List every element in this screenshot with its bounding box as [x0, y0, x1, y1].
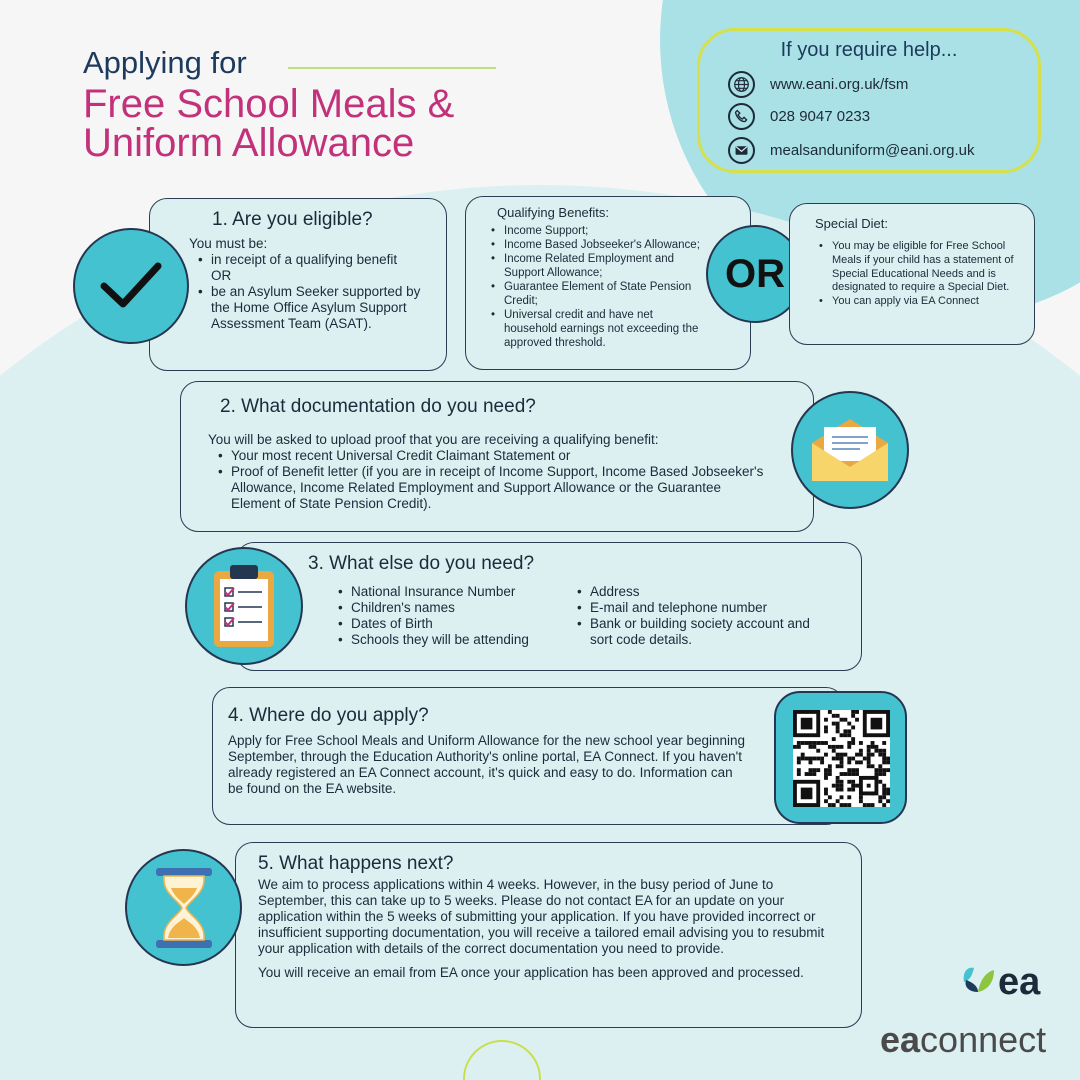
section-apply-card: [212, 687, 844, 825]
qr-code-frame: [774, 691, 907, 824]
title-line-3: Uniform Allowance: [83, 121, 415, 165]
section-apply-heading: 4. Where do you apply?: [228, 705, 429, 726]
phone-icon: [728, 103, 755, 130]
checkmark-icon: [73, 228, 189, 344]
list-item: • Children's names: [336, 600, 566, 616]
section-documentation-heading: 2. What documentation do you need?: [220, 396, 536, 417]
ea-logo-text: ea: [998, 961, 1041, 1003]
requirements-list-right: [575, 584, 815, 648]
qr-code[interactable]: [793, 710, 890, 807]
list-item: • in receipt of a qualifying benefit: [196, 252, 429, 268]
ea-logo: [960, 962, 1040, 1002]
clipboard-icon: [185, 547, 303, 665]
envelope-icon: [728, 137, 755, 164]
section-documentation-card: [180, 381, 814, 532]
or-badge: OR: [706, 225, 804, 323]
next-steps-paragraph-1: We aim to process applications within 4 weeks. However, in the busy period of June to September, this can take up to 5 weeks. Please do not contact EA for an update on your application within the 5 weeks of submitting your application. If you have provided incorrect or insufficient supporting documentation, you will receive a tailored email advising you to resubmit your application with details of the correct documentation you need to provide.: [258, 877, 825, 956]
list-item: • be an Asylum Seeker supported by the Home Office Asylum Support Assessment Team (ASAT).: [196, 284, 429, 332]
help-website-row[interactable]: [728, 71, 908, 98]
special-diet-card: [789, 203, 1035, 345]
list-item: • You may be eligible for Free School Meals if your child has a statement of Special Educational Needs and is designated to require a Special Diet.: [817, 240, 1017, 295]
section-eligibility-heading: [212, 209, 373, 231]
list-item: • E-mail and telephone number: [575, 600, 815, 616]
list-item: • Your most recent Universal Credit Claimant Statement or: [216, 448, 768, 464]
help-email-row[interactable]: [728, 137, 975, 164]
next-steps-paragraph-2: You will receive an email from EA once your application has been approved and processed.: [258, 965, 804, 980]
section-next-steps-card: [235, 842, 862, 1028]
hourglass-icon: [125, 849, 242, 966]
documentation-intro: You will be asked to upload proof that you are receiving a qualifying benefit:: [208, 432, 659, 447]
list-item-or: OR: [211, 268, 232, 283]
list-item: • Dates of Birth: [336, 616, 566, 632]
eaconnect-logo-suffix: connect: [920, 1019, 1047, 1060]
list-item: • Bank or building society account and sort code details.: [575, 616, 815, 648]
list-item: • Schools they will be attending: [336, 632, 566, 648]
eligibility-list: [196, 252, 429, 332]
qualifying-benefits-list: [489, 224, 709, 350]
list-item: • Guarantee Element of State Pension Credit;: [489, 280, 709, 308]
section-apply-body: Apply for Free School Meals and Uniform Allowance for the new school year beginning September, through the Education Authority's online portal, EA Connect. If you haven't already registered an EA Connect account, it's quick and easy to do. Information can be found on the EA website.: [228, 733, 746, 796]
section-number: 1.: [212, 209, 228, 230]
section-eligibility-title: Are you eligible?: [232, 209, 373, 230]
documentation-list: [216, 448, 768, 512]
title-line-1: Applying for: [83, 45, 247, 80]
envelope-letter-icon: [791, 391, 909, 509]
eaconnect-logo: [880, 1020, 1046, 1060]
help-box: [697, 28, 1041, 173]
requirements-list-left: [336, 584, 566, 648]
section-eligibility-card: [149, 198, 447, 371]
special-diet-list: [817, 240, 1017, 309]
special-diet-heading: Special Diet:: [815, 216, 888, 231]
section-next-steps-heading: 5. What happens next?: [258, 853, 454, 874]
page-title: [83, 82, 583, 165]
list-item: • Proof of Benefit letter (if you are in receipt of Income Support, Income Based Jobseeker's Allowance, Income Related Employment and Support Allowance or the Guarantee Element of State Pension Credit).: [216, 464, 768, 512]
title-line-2: Free School Meals &: [83, 82, 455, 126]
eligibility-intro: You must be:: [189, 236, 268, 251]
qualifying-benefits-heading: Qualifying Benefits:: [497, 205, 610, 220]
help-website-link[interactable]: www.eani.org.uk/fsm: [770, 76, 909, 93]
eaconnect-logo-prefix: ea: [880, 1019, 921, 1060]
section-documentation-body: [208, 432, 768, 512]
help-phone-number[interactable]: 028 9047 0233: [770, 108, 871, 125]
list-item: • Universal credit and have net household earnings not exceeding the approved threshold.: [489, 308, 709, 350]
section-next-steps-body: [258, 877, 833, 981]
list-item: • Address: [575, 584, 815, 600]
section-eligibility-body: [189, 236, 429, 332]
section-requirements-heading: 3. What else do you need?: [308, 553, 535, 574]
help-phone-row[interactable]: [728, 103, 870, 130]
help-email-link[interactable]: mealsanduniform@eani.org.uk: [770, 142, 975, 159]
list-item: • Income Based Jobseeker's Allowance;: [489, 238, 709, 252]
help-title: If you require help...: [780, 39, 958, 61]
list-item: • You can apply via EA Connect: [817, 295, 1017, 309]
ea-leaf-icon: [960, 962, 996, 1002]
section-requirements-card: [236, 542, 862, 671]
list-item: • National Insurance Number: [336, 584, 566, 600]
title-divider: [288, 67, 496, 69]
globe-icon: [728, 71, 755, 98]
list-item: • Income Related Employment and Support Allowance;: [489, 252, 709, 280]
list-item: • Income Support;: [489, 224, 709, 238]
